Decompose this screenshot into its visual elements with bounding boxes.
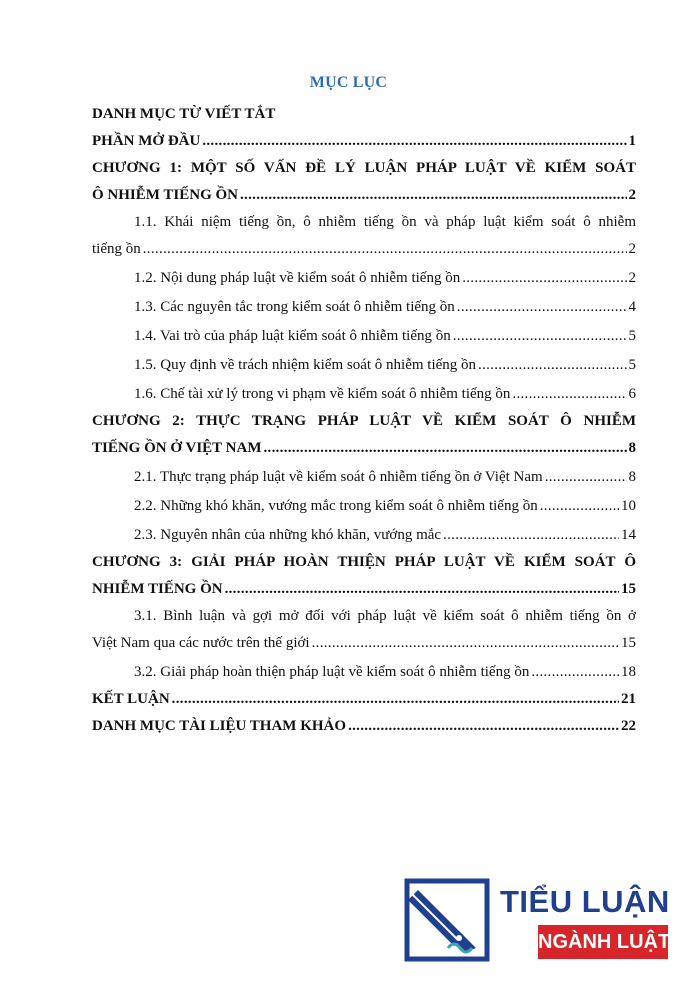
- toc-page-number: 8: [628, 469, 636, 485]
- toc-entry-chapter-3-line1: [92, 549, 636, 576]
- dot-leader: [143, 236, 627, 263]
- toc-page-number: 5: [628, 357, 636, 373]
- toc-page-number: 14: [621, 527, 636, 543]
- toc-entry-text: DANH MỤC TÀI LIỆU THAM KHẢO: [92, 718, 347, 734]
- toc-page-number: 10: [621, 498, 636, 514]
- dot-leader: [312, 630, 619, 657]
- toc-entry-3-1-line1: [92, 603, 636, 630]
- toc-entry-abbreviations: [92, 101, 636, 128]
- toc-entry-text: tiếng ồn: [92, 241, 141, 257]
- dot-leader: [478, 352, 626, 379]
- toc-page-number: 4: [628, 299, 636, 315]
- table-of-contents: [92, 101, 636, 740]
- logo-subtitle: NGÀNH LUẬT: [538, 925, 668, 959]
- logo-title: TIỂU LUẬN: [500, 884, 670, 919]
- dot-leader: [545, 464, 627, 491]
- toc-entry-references: [92, 713, 636, 740]
- toc-entry-text: 2.3. Nguyên nhân của những khó khăn, vướng mắc: [134, 527, 442, 543]
- toc-page-number: 6: [628, 386, 636, 402]
- toc-entry-text: TIẾNG ỒN Ở VIỆT NAM: [92, 440, 262, 456]
- toc-entry-conclusion: [92, 686, 636, 713]
- toc-entry-text: DANH MỤC TỪ VIẾT TẮT: [92, 106, 276, 122]
- dot-leader: [348, 713, 619, 740]
- dot-leader: [240, 182, 627, 209]
- toc-page-number: 15: [621, 635, 636, 651]
- toc-entry-text: 1.6. Chế tài xử lý trong vi phạm về kiểm soát ô nhiễm tiếng ồn: [134, 386, 511, 402]
- dot-leader: [540, 493, 619, 520]
- toc-entry-2-2: [92, 493, 636, 520]
- dot-leader: [453, 323, 627, 350]
- dot-leader: [202, 128, 626, 155]
- toc-entry-text: KẾT LUẬN: [92, 691, 170, 707]
- toc-entry-chapter-1-line2: [92, 182, 636, 209]
- toc-entry-2-1: [92, 464, 636, 491]
- dot-leader: [225, 576, 619, 603]
- toc-entry-text: 1.2. Nội dung pháp luật về kiểm soát ô nhiễm tiếng ồn: [134, 270, 461, 286]
- toc-entry-3-1-line2: [92, 630, 636, 657]
- toc-page-number: 15: [621, 581, 636, 597]
- brand-logo: [404, 878, 670, 962]
- toc-entry-chapter-3-line2: [92, 576, 636, 603]
- toc-entry-text: CHƯƠNG 3: GIẢI PHÁP HOÀN THIỆN PHÁP LUẬT VỀ KIỂM SOÁT Ô: [92, 554, 636, 570]
- toc-entry-1-5: [92, 352, 636, 379]
- toc-entry-text: 1.5. Quy định về trách nhiệm kiểm soát ô nhiễm tiếng ồn: [134, 357, 477, 373]
- dot-leader: [512, 381, 626, 408]
- dot-leader: [457, 294, 627, 321]
- toc-entry-text: 1.4. Vai trò của pháp luật kiểm soát ô nhiễm tiếng ồn: [134, 328, 451, 344]
- toc-entry-1-2: [92, 265, 636, 292]
- dot-leader: [172, 686, 619, 713]
- toc-entry-2-3: [92, 522, 636, 549]
- toc-page-number: 2: [628, 241, 636, 257]
- dot-leader: [531, 659, 619, 686]
- dot-leader: [443, 522, 619, 549]
- toc-page-number: 21: [621, 691, 636, 707]
- toc-entry-text: NHIỄM TIẾNG ỒN: [92, 581, 223, 597]
- toc-entry-text: 1.3. Các nguyên tắc trong kiểm soát ô nhiễm tiếng ồn: [134, 299, 455, 315]
- toc-entry-1-1-line1: [92, 209, 636, 236]
- toc-page-number: 2: [628, 270, 636, 286]
- toc-page-number: 22: [621, 718, 636, 734]
- toc-page-number: 8: [628, 440, 636, 456]
- toc-title: MỤC LỤC: [309, 74, 388, 91]
- toc-page-number: 2: [628, 187, 636, 203]
- toc-entry-text: 2.2. Những khó khăn, vướng mắc trong kiểm soát ô nhiễm tiếng ồn: [134, 498, 538, 514]
- toc-entry-text: Việt Nam qua các nước trên thế giới: [92, 635, 310, 651]
- toc-entry-3-2: [92, 659, 636, 686]
- toc-entry-text: 1.1. Khái niệm tiếng ồn, ô nhiễm tiếng ồn và pháp luật kiểm soát ô nhiễm: [134, 214, 636, 230]
- toc-entry-text: 3.2. Giải pháp hoàn thiện pháp luật về kiểm soát ô nhiễm tiếng ồn: [134, 664, 530, 680]
- toc-entry-text: 2.1. Thực trạng pháp luật về kiểm soát ô nhiễm tiếng ồn ở Việt Nam: [134, 469, 543, 485]
- toc-entry-1-1-line2: [92, 236, 636, 263]
- fountain-pen-icon: [404, 878, 490, 962]
- dot-leader: [263, 435, 626, 462]
- toc-entry-1-4: [92, 323, 636, 350]
- toc-page-number: 1: [628, 133, 636, 149]
- toc-entry-chapter-2-line2: [92, 435, 636, 462]
- toc-entry-text: PHẦN MỞ ĐẦU: [92, 133, 201, 149]
- toc-entry-text: Ô NHIỄM TIẾNG ỒN: [92, 187, 238, 203]
- toc-entry-chapter-2-line1: [92, 408, 636, 435]
- toc-entry-chapter-1-line1: [92, 155, 636, 182]
- toc-entry-1-6: [92, 381, 636, 408]
- toc-entry-text: CHƯƠNG 1: MỘT SỐ VẤN ĐỀ LÝ LUẬN PHÁP LUẬT VỀ KIỂM SOÁT: [92, 160, 636, 176]
- toc-entry-introduction: [92, 128, 636, 155]
- toc-entry-1-3: [92, 294, 636, 321]
- toc-page-number: 5: [628, 328, 636, 344]
- dot-leader: [462, 265, 626, 292]
- toc-entry-text: CHƯƠNG 2: THỰC TRẠNG PHÁP LUẬT VỀ KIỂM SOÁT Ô NHIỄM: [92, 413, 636, 429]
- toc-page-number: 18: [621, 664, 636, 680]
- toc-entry-text: 3.1. Bình luận và gợi mở đối với pháp luật về kiểm soát ô nhiễm tiếng ồn ở: [134, 608, 636, 624]
